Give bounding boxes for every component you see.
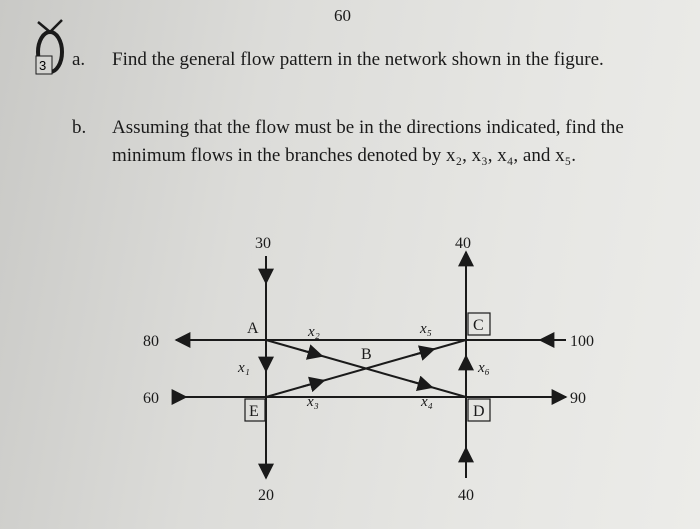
flow-top-left: 30	[255, 235, 271, 252]
arrow-x4	[410, 381, 432, 387]
node-e-label: E	[249, 403, 259, 420]
node-c-box	[468, 313, 490, 335]
node-d-box	[468, 399, 490, 421]
flow-bottom-right: 40	[458, 487, 474, 504]
flow-left-upper: 80	[143, 333, 159, 350]
node-b-label: B	[361, 346, 372, 363]
node-e-box	[245, 399, 265, 421]
branch-x1-label: x₁	[238, 360, 250, 376]
arrow-x5	[412, 349, 434, 355]
node-d-label: D	[473, 403, 485, 420]
page-number: 60	[334, 6, 351, 25]
flow-left-lower: 60	[143, 390, 159, 407]
node-a-label: A	[247, 320, 259, 337]
flow-top-right: 40	[455, 235, 471, 252]
flow-bottom-left: 20	[258, 487, 274, 504]
flow-right-upper: 100	[570, 333, 594, 350]
part-a-text: Find the general flow pattern in the network shown in the figure.	[112, 49, 604, 70]
branch-x6-label: x₆	[478, 360, 490, 376]
branch-x3-label: x₃	[307, 394, 319, 410]
part-b-label: b.	[72, 117, 87, 138]
arrow-x3	[302, 381, 324, 387]
part-a-label: a.	[72, 49, 86, 70]
branch-x4-label: x₄	[421, 394, 433, 410]
branch-x5-label: x₅	[420, 321, 432, 337]
node-c-label: C	[473, 317, 484, 334]
arrow-x2	[300, 350, 322, 356]
branch-x2-label: x₂	[308, 324, 320, 340]
part-b-text: Assuming that the flow must be in the directions indicated, find the minimum flows in the branches denoted by x₂, x₃, x₄, and x₅.	[112, 117, 624, 166]
flow-right-lower: 90	[570, 390, 586, 407]
problem-number: 3	[39, 58, 47, 73]
